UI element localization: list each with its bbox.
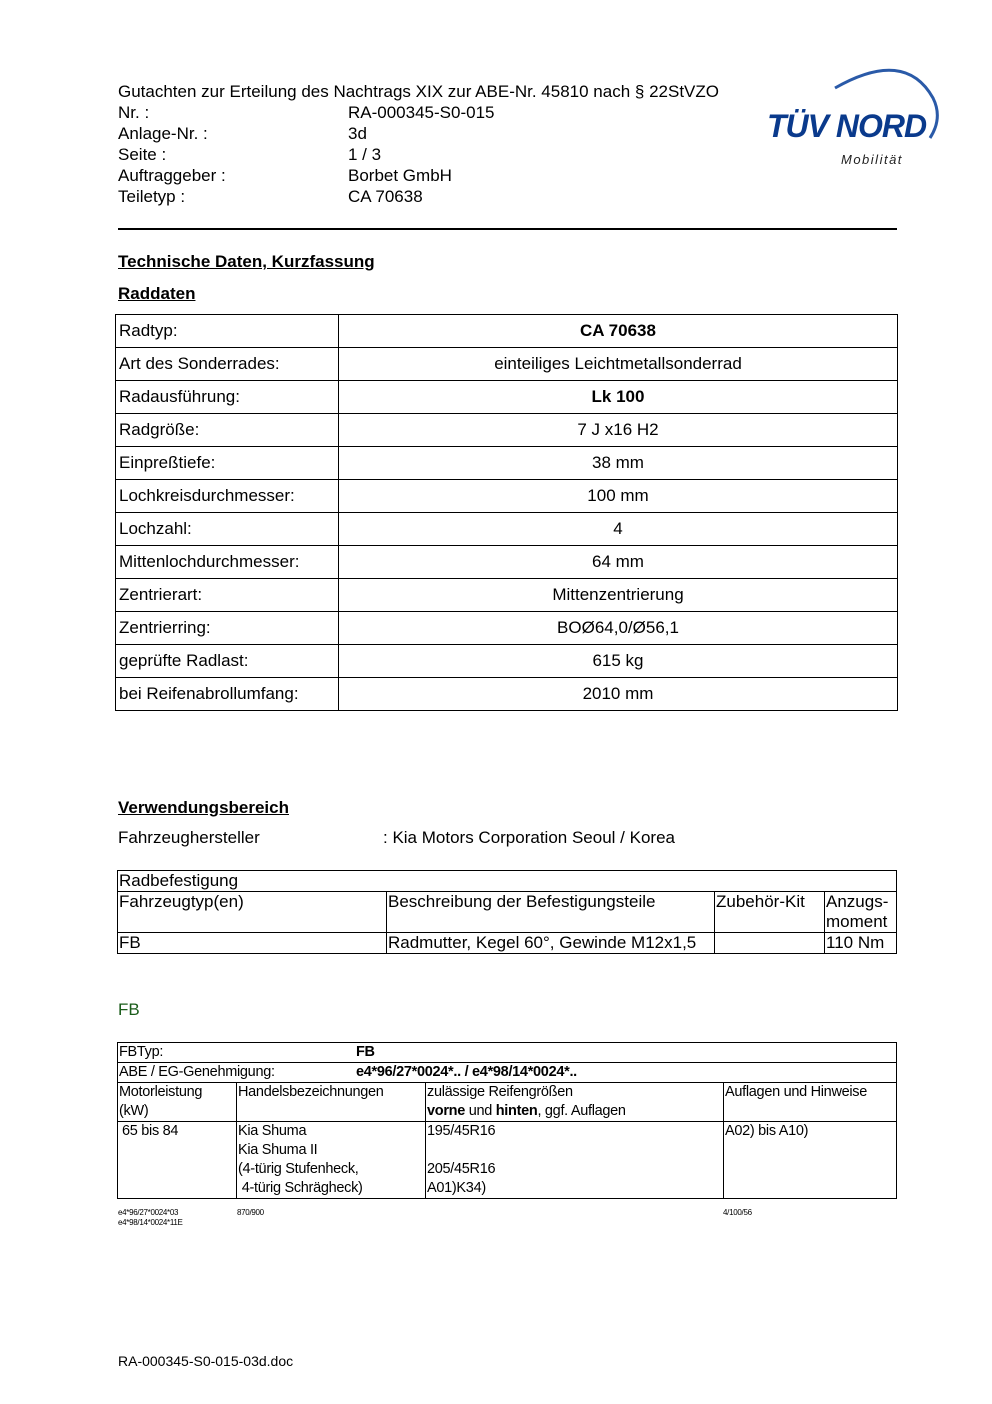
table-row: 65 bis 84 Kia Shuma Kia Shuma II (4-türig Stufenheck, 4-türig Schrägheck) 195/45R16 205/45R16 A01)K34) A02) bis A10): [118, 1122, 897, 1199]
fb-table: [117, 1042, 897, 1199]
header-row-nr: Nr. : RA-000345-S0-015: [118, 103, 495, 122]
table-row: Mittenlochdurchmesser: 64 mm: [116, 546, 898, 579]
table-row: Einpreßtiefe: 38 mm: [116, 447, 898, 480]
table-row: FB Radmutter, Kegel 60°, Gewinde M12x1,5 110 Nm: [118, 933, 897, 954]
fb-label: FB: [118, 1000, 140, 1019]
footer-filename: RA-000345-S0-015-03d.doc: [118, 1353, 294, 1369]
logo-brand: TÜV NORD: [767, 108, 927, 144]
header-row-teiletyp: Teiletyp : CA 70638: [118, 187, 423, 206]
table-row: geprüfte Radlast: 615 kg: [116, 645, 898, 678]
radbefestigung-table: [117, 870, 897, 954]
fahrzeughersteller-value: : Kia Motors Corporation Seoul / Korea: [383, 828, 675, 847]
table-row: Fahrzeugtyp(en) Beschreibung der Befestigungsteile Zubehör-Kit Anzugs-moment: [118, 892, 897, 933]
section-raddaten-heading: Raddaten: [118, 284, 196, 303]
note-right: 4/100/56: [723, 1208, 752, 1217]
table-row: Radausführung: Lk 100: [116, 381, 898, 414]
note-mid: 870/900: [237, 1208, 264, 1217]
table-row: [118, 871, 897, 892]
header-title: Gutachten zur Erteilung des Nachtrags XIX zur ABE-Nr. 45810 nach § 22StVZO: [118, 82, 719, 101]
header-row-anlage: Anlage-Nr. : 3d: [118, 124, 367, 143]
table-row: Art des Sonderrades: einteiliges Leichtmetallsonderrad: [116, 348, 898, 381]
raddaten-table: [115, 314, 898, 711]
table-row: FBTyp: FB: [118, 1043, 897, 1063]
header-row-seite: Seite : 1 / 3: [118, 145, 382, 164]
table-row: Radtyp: CA 70638: [116, 315, 898, 348]
table-row: Zentrierart: Mittenzentrierung: [116, 579, 898, 612]
table-row: Zentrierring: BOØ64,0/Ø56,1: [116, 612, 898, 645]
tuev-nord-logo: [765, 58, 945, 173]
header-divider: [118, 228, 897, 230]
header-row-auftraggeber: Auftraggeber : Borbet GmbH: [118, 166, 452, 185]
section-tech-heading: Technische Daten, Kurzfassung: [118, 252, 375, 271]
section-verwendung-heading: Verwendungsbereich: [118, 798, 289, 817]
fahrzeughersteller-label: Fahrzeughersteller: [118, 828, 260, 847]
table-row: Motorleistung (kW) Handelsbezeichnungen zulässige Reifengrößen vorne und hinten, ggf. Auflagen Auflagen und Hinweise: [118, 1083, 897, 1122]
fahrzeughersteller-row: [118, 828, 675, 848]
table-row: ABE / EG-Genehmigung: e4*96/27*0024*.. / e4*98/14*0024*..: [118, 1063, 897, 1083]
table-row: Lochkreisdurchmesser: 100 mm: [116, 480, 898, 513]
radbefestigung-title: Radbefestigung: [118, 871, 897, 892]
logo-subtitle: Mobilität: [841, 152, 903, 167]
table-row: Lochzahl: 4: [116, 513, 898, 546]
document-header: [118, 81, 719, 207]
note-left: e4*96/27*0024*03 e4*98/14*0024*11E: [118, 1208, 183, 1227]
table-row: Radgröße: 7 J x16 H2: [116, 414, 898, 447]
table-row: bei Reifenabrollumfang: 2010 mm: [116, 678, 898, 711]
